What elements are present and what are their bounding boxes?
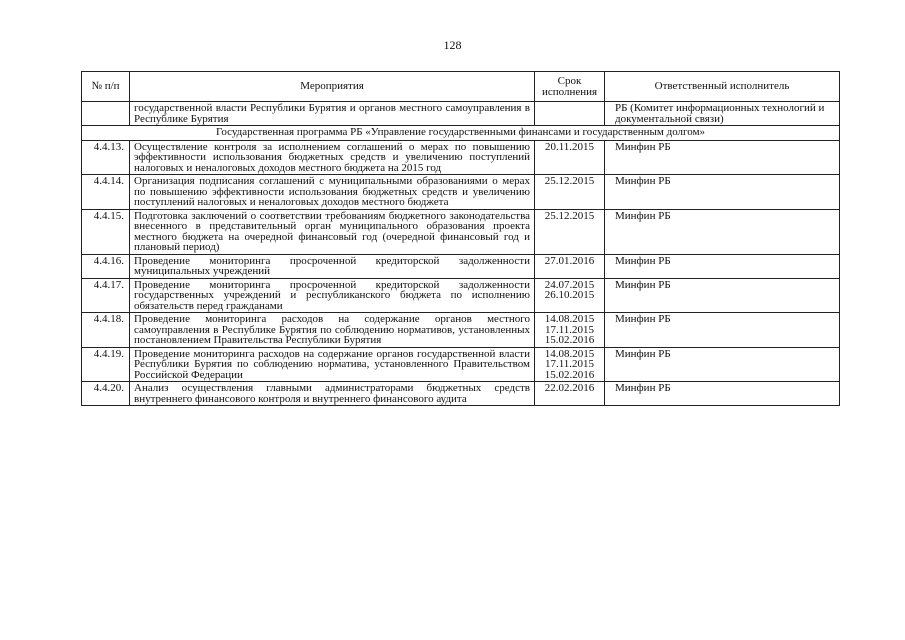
row-executor: Минфин РБ [605, 382, 840, 406]
row-activity: Проведение мониторинга расходов на содержание органов местного самоуправления в Республике Бурятия по соблюдению нормативов, установленных постановлением Правительства Республики Бурятия [130, 313, 535, 348]
row-num: 4.4.13. [82, 140, 130, 175]
row-activity: Осуществление контроля за исполнением соглашений о мерах по повышению эффективности использования бюджетных средств и увеличению поступлений налоговых и неналоговых доходов местного бюджета на 2015 год [130, 140, 535, 175]
page-number: 128 [443, 38, 462, 52]
row-deadline: 22.02.2016 [535, 382, 605, 406]
row-num: 4.4.16. [82, 254, 130, 278]
row-activity: Проведение мониторинга расходов на содержание органов государственной власти Республики Бурятия по соблюдению норматива, установленного Правительством Российской Федерации [130, 347, 535, 382]
table-row [82, 209, 840, 254]
row-activity: Анализ осуществления главными администраторами бюджетных средств внутреннего финансового контроля и внутреннего финансового аудита [130, 382, 535, 406]
row-deadline: 25.12.2015 [535, 175, 605, 210]
table-row [82, 254, 840, 278]
row-deadline: 27.01.2016 [535, 254, 605, 278]
table-header-row [82, 72, 840, 102]
header-deadline: Срок исполнения [535, 72, 605, 102]
row-activity: Проведение мониторинга просроченной кредиторской задолженности государственных учреждений и республиканского бюджета по исполнению обязательств перед гражданами [130, 278, 535, 313]
row-executor: Минфин РБ [605, 313, 840, 348]
row-num: 4.4.15. [82, 209, 130, 254]
row-num: 4.4.19. [82, 347, 130, 382]
row-activity: Организация подписания соглашений с муниципальными образованиями о мерах по повышению эффективности использования бюджетных средств и увеличению поступлений налоговых и неналоговых доходов местного бюджета [130, 175, 535, 210]
row-activity: Подготовка заключений о соответствии требованиям бюджетного законодательства внесенного в представительный орган муниципального образования проекта местного бюджета на очередной финансовый год (очередной финансовый год и плановый период) [130, 209, 535, 254]
table-row [82, 382, 840, 406]
row-deadline: 20.11.2015 [535, 140, 605, 175]
row-num: 4.4.18. [82, 313, 130, 348]
table-row [82, 313, 840, 348]
table-row [82, 347, 840, 382]
row-activity: государственной власти Республики Бурятия и органов местного самоуправления в Республике Бурятия [130, 102, 535, 126]
header-activity: Мероприятия [130, 72, 535, 102]
table-row [82, 140, 840, 175]
row-activity: Проведение мониторинга просроченной кредиторской задолженности муниципальных учреждений [130, 254, 535, 278]
row-deadline: 14.08.2015 17.11.2015 15.02.2016 [535, 313, 605, 348]
row-executor: РБ (Комитет информационных технологий и документальной связи) [605, 102, 840, 126]
header-executor: Ответственный исполнитель [605, 72, 840, 102]
row-num [82, 102, 130, 126]
row-executor: Минфин РБ [605, 175, 840, 210]
table-row [82, 175, 840, 210]
row-executor: Минфин РБ [605, 209, 840, 254]
header-num: № п/п [82, 72, 130, 102]
row-num: 4.4.17. [82, 278, 130, 313]
row-num: 4.4.20. [82, 382, 130, 406]
row-executor: Минфин РБ [605, 254, 840, 278]
row-deadline: 25.12.2015 [535, 209, 605, 254]
program-title-row [82, 126, 840, 141]
row-executor: Минфин РБ [605, 278, 840, 313]
table-row [82, 278, 840, 313]
row-executor: Минфин РБ [605, 140, 840, 175]
row-deadline [535, 102, 605, 126]
row-deadline: 14.08.2015 17.11.2015 15.02.2016 [535, 347, 605, 382]
row-num: 4.4.14. [82, 175, 130, 210]
row-deadline: 24.07.2015 26.10.2015 [535, 278, 605, 313]
continuation-row [82, 102, 840, 126]
program-title: Государственная программа РБ «Управление государственными финансами и государственным долгом» [82, 126, 840, 141]
row-executor: Минфин РБ [605, 347, 840, 382]
activities-table [81, 71, 840, 406]
